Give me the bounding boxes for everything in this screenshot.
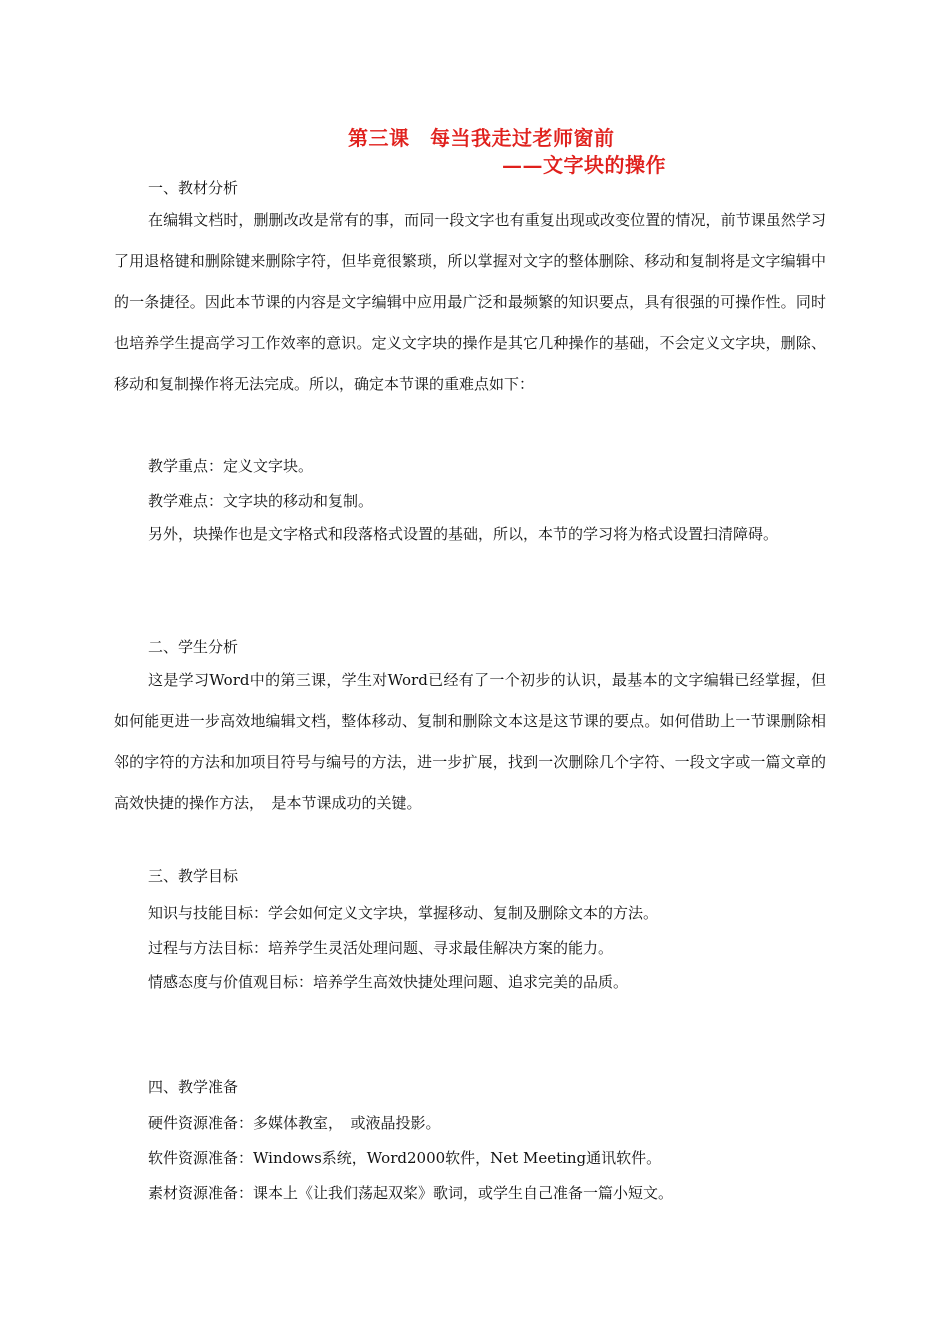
prep-hardware: 硬件资源准备：多媒体教室， 或液晶投影。 — [148, 1114, 441, 1132]
prep-materials: 素材资源准备：课本上《让我们荡起双桨》歌词，或学生自己准备一篇小短文。 — [148, 1184, 674, 1202]
section-heading-teaching-preparation: 四、教学准备 — [148, 1078, 239, 1096]
goal-knowledge-skills: 知识与技能目标：学会如何定义文字块，掌握移动、复制及删除文本的方法。 — [148, 904, 659, 922]
student-analysis-paragraph: 这是学习Word中的第三课，学生对Word已经有了一个初步的认识，最基本的文字编辑已经掌握，但如何能更进一步高效地编辑文档，整体移动、复制和删除文本这是这节课的要点。如何借助上一节课删除相邻的字符的方法和加项目符号与编号的方法，进一步扩展，找到一次删除几个字符、一段文字或一篇文章的高效快捷的操作方法， 是本节课成功的关键。 — [114, 671, 826, 812]
goal-emotion-values: 情感态度与价值观目标：培养学生高效快捷处理问题、追求完美的品质。 — [148, 973, 629, 991]
block-operation-paragraph: 另外，块操作也是文字格式和段落格式设置的基础，所以，本节的学习将为格式设置扫清障碍。 — [148, 525, 779, 543]
section-heading-teaching-goals: 三、教学目标 — [148, 867, 239, 885]
lesson-title: 第三课 每当我走过老师窗前 — [348, 126, 615, 150]
lesson-subtitle: ——文字块的操作 — [502, 153, 666, 177]
prep-software: 软件资源准备：Windows系统，Word2000软件，Net Meeting通讯软件。 — [148, 1149, 662, 1167]
difficult-point-line: 教学难点：文字块的移动和复制。 — [148, 492, 374, 510]
section-heading-textbook-analysis: 一、教材分析 — [148, 179, 239, 197]
textbook-analysis-paragraph: 在编辑文档时，删删改改是常有的事，而同一段文字也有重复出现或改变位置的情况，前节课虽然学习了用退格键和删除键来删除字符，但毕竟很繁琐，所以掌握对文字的整体删除、移动和复制将是文字编辑中的一条捷径。因此本节课的内容是文字编辑中应用最广泛和最频繁的知识要点，具有很强的可操作性。同时也培养学生提高学习工作效率的意识。定义文字块的操作是其它几种操作的基础，不会定义文字块，删除、移动和复制操作将无法完成。所以，确定本节课的重难点如下： — [114, 211, 826, 393]
section-heading-student-analysis: 二、学生分析 — [148, 638, 239, 656]
goal-process-method: 过程与方法目标：培养学生灵活处理问题、寻求最佳解决方案的能力。 — [148, 939, 614, 957]
key-point-line: 教学重点：定义文字块。 — [148, 457, 314, 475]
